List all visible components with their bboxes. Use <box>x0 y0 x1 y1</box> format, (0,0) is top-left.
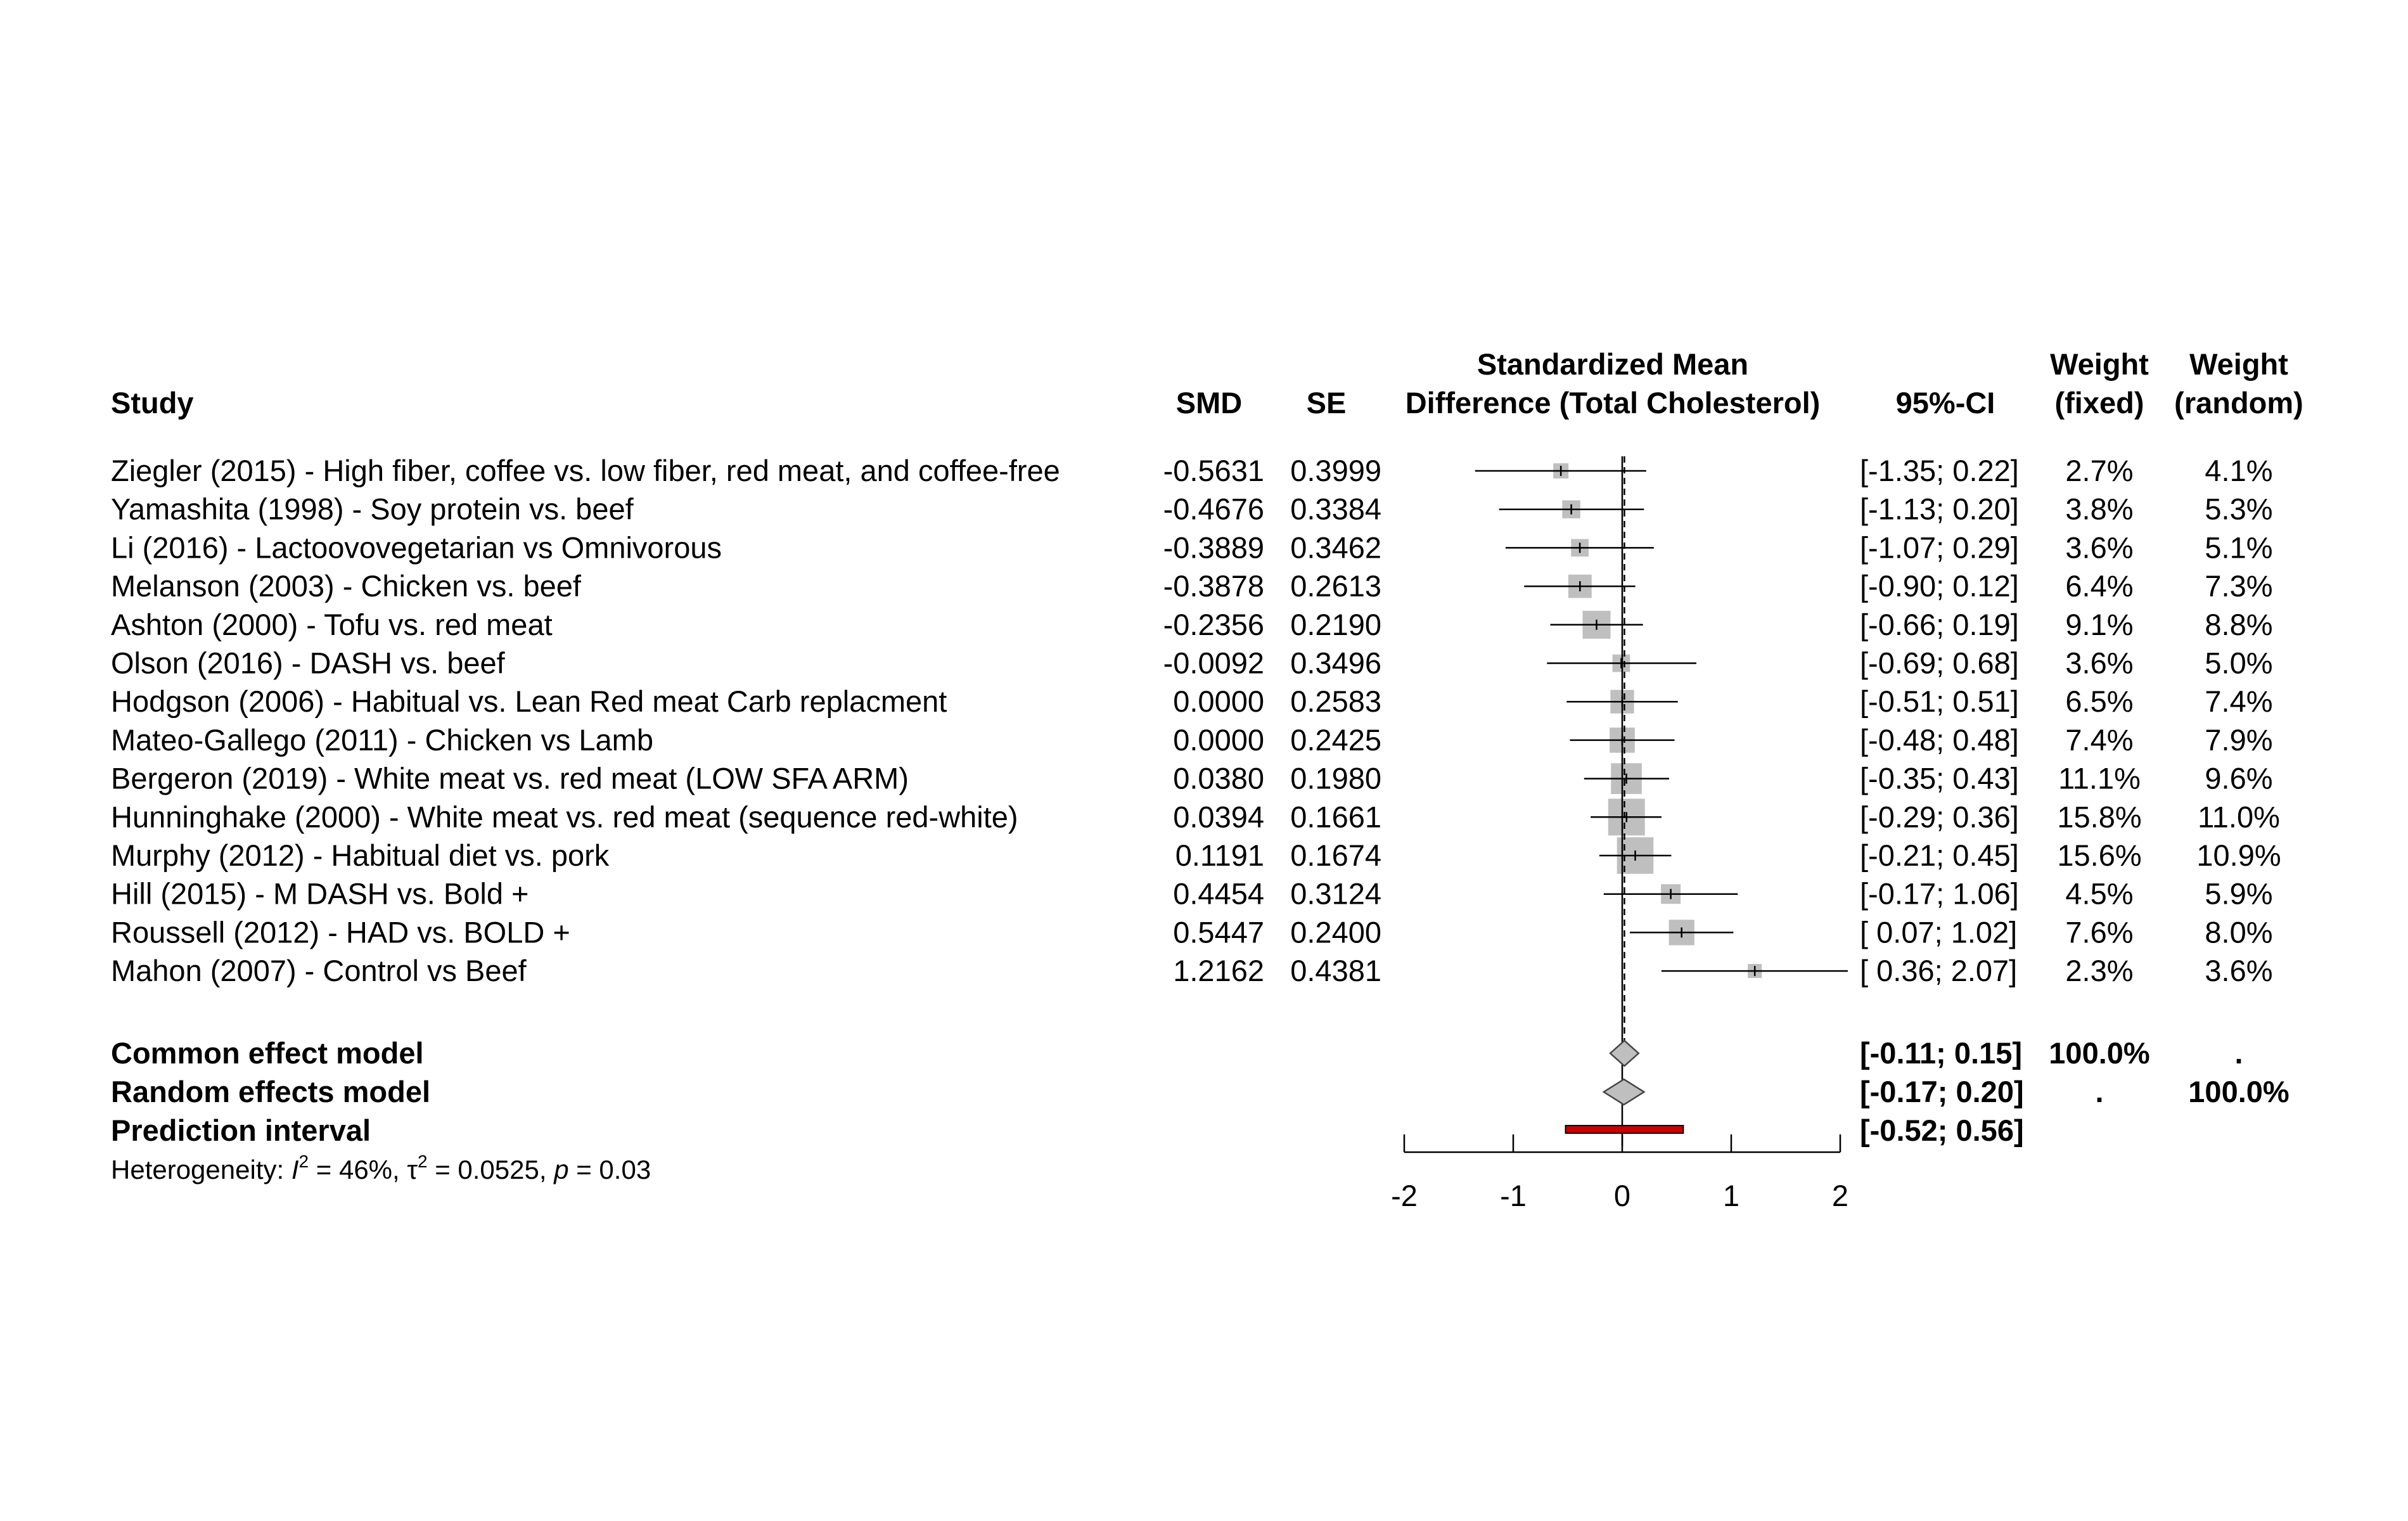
weight-random-value: 3.6% <box>2205 954 2273 988</box>
header-weight-random-line1: Weight <box>2189 347 2288 381</box>
se-value: 0.2583 <box>1290 684 1381 719</box>
common-effect-diamond <box>1610 1041 1639 1066</box>
study-label: Hill (2015) - M DASH vs. Bold + <box>111 876 529 911</box>
header-study: Study <box>111 386 194 420</box>
header-effect-line2: Difference (Total Cholesterol) <box>1405 386 1821 420</box>
random-effects-diamond <box>1604 1079 1644 1105</box>
weight-random-value: 5.1% <box>2205 530 2273 565</box>
se-value: 0.1674 <box>1290 838 1381 872</box>
study-label: Yamashita (1998) - Soy protein vs. beef <box>111 492 634 526</box>
ci-value: [-1.07; 0.29] <box>1860 530 2019 565</box>
random-effects-weight-random: 100.0% <box>2188 1075 2290 1108</box>
header-effect-line1: Standardized Mean <box>1476 347 1749 381</box>
study-label: Roussell (2012) - HAD vs. BOLD + <box>111 915 570 949</box>
common-effect-weight-fixed: 100.0% <box>2049 1036 2150 1070</box>
weight-random-value: 7.4% <box>2205 684 2273 719</box>
heterogeneity-text: Heterogeneity: $I^2 = 46\%$, $\tau^2 = 0.0525$, p = 0.03 <box>111 1152 651 1184</box>
prediction-interval-label: Prediction interval <box>111 1113 371 1147</box>
header-smd: SMD <box>1175 386 1243 420</box>
se-value: 0.4381 <box>1290 954 1381 988</box>
weight-fixed-value: 11.1% <box>2058 761 2141 795</box>
x-axis <box>1391 1134 1848 1212</box>
study-label: Melanson (2003) - Chicken vs. beef <box>111 569 581 603</box>
study-label: Olson (2016) - DASH vs. beef <box>111 646 505 680</box>
smd-value: 0.0380 <box>1173 761 1264 795</box>
weight-random-value: 4.1% <box>2205 454 2273 487</box>
plot-marks <box>1475 456 1848 1146</box>
x-tick-label: -2 <box>1391 1179 1418 1212</box>
study-label: Mahon (2007) - Control vs Beef <box>111 954 527 988</box>
weight-fixed-value: 6.4% <box>2065 569 2134 603</box>
header-se: SE <box>1306 386 1347 420</box>
weight-fixed-value: 9.1% <box>2065 607 2134 641</box>
weight-fixed-value: 3.8% <box>2065 492 2134 526</box>
weight-random-value: 7.3% <box>2205 569 2273 603</box>
smd-value: -0.4676 <box>1163 492 1264 526</box>
common-effect-label: Common effect model <box>111 1036 424 1070</box>
ci-value: [-0.90; 0.12] <box>1860 569 2019 603</box>
smd-value: 0.4454 <box>1173 876 1264 911</box>
x-tick-label: 1 <box>1722 1179 1740 1212</box>
se-value: 0.2425 <box>1290 722 1381 757</box>
ci-value: [-0.69; 0.68] <box>1860 646 2019 680</box>
weight-fixed-value: 4.5% <box>2065 876 2134 911</box>
common-effect-ci: [-0.11; 0.15] <box>1860 1036 2023 1070</box>
smd-value: -0.2356 <box>1163 607 1264 641</box>
se-value: 0.3384 <box>1290 492 1381 526</box>
ci-value: [-0.66; 0.19] <box>1860 607 2019 641</box>
ci-value: [-0.35; 0.43] <box>1860 761 2019 795</box>
ci-value: [-0.29; 0.36] <box>1860 800 2019 834</box>
x-tick-label: -1 <box>1500 1179 1527 1212</box>
x-tick-label: 0 <box>1613 1179 1631 1212</box>
summary-rows <box>111 1036 2290 1184</box>
x-tick-label: 2 <box>1831 1179 1849 1212</box>
weight-random-value: 9.6% <box>2205 761 2273 795</box>
ci-value: [ 0.36; 2.07] <box>1860 954 2018 988</box>
smd-value: 0.0394 <box>1173 800 1264 834</box>
random-effects-ci: [-0.17; 0.20] <box>1860 1075 2024 1108</box>
header-weight-fixed-line1: Weight <box>2050 347 2149 381</box>
weight-random-value: 10.9% <box>2196 838 2281 872</box>
weight-fixed-value: 15.8% <box>2057 800 2142 834</box>
se-value: 0.3999 <box>1290 454 1381 487</box>
smd-value: -0.0092 <box>1163 646 1264 680</box>
se-value: 0.1661 <box>1290 800 1381 834</box>
ci-value: [ 0.07; 1.02] <box>1860 915 2018 949</box>
study-label: Murphy (2012) - Habitual diet vs. pork <box>111 838 610 872</box>
ci-value: [-1.35; 0.22] <box>1860 454 2019 487</box>
prediction-interval-bar <box>1566 1126 1684 1133</box>
weight-fixed-value: 3.6% <box>2065 646 2134 680</box>
study-label: Hunninghake (2000) - White meat vs. red meat (sequence red-white) <box>111 800 1018 834</box>
header-ci: 95%-CI <box>1895 386 1995 420</box>
study-label: Ziegler (2015) - High fiber, coffee vs. low fiber, red meat, and coffee-free <box>111 454 1060 487</box>
se-value: 0.3462 <box>1290 530 1381 565</box>
ci-value: [-0.21; 0.45] <box>1860 838 2019 872</box>
study-label: Bergeron (2019) - White meat vs. red meat (LOW SFA ARM) <box>111 761 909 795</box>
se-value: 0.2190 <box>1290 607 1381 641</box>
ci-value: [-0.51; 0.51] <box>1860 684 2019 719</box>
weight-fixed-value: 6.5% <box>2065 684 2134 719</box>
study-label: Li (2016) - Lactoovovegetarian vs Omnivorous <box>111 530 722 565</box>
se-value: 0.2613 <box>1290 569 1381 603</box>
se-value: 0.3496 <box>1290 646 1381 680</box>
weight-random-value: 5.0% <box>2205 646 2273 680</box>
smd-value: -0.3889 <box>1163 530 1264 565</box>
study-label: Hodgson (2006) - Habitual vs. Lean Red meat Carb replacment <box>111 684 947 719</box>
weight-fixed-value: 15.6% <box>2057 838 2142 872</box>
weight-random-value: 8.8% <box>2205 607 2273 641</box>
prediction-interval-ci: [-0.52; 0.56] <box>1860 1113 2024 1147</box>
study-rows <box>111 454 2281 987</box>
ci-value: [-1.13; 0.20] <box>1860 492 2019 526</box>
study-label: Ashton (2000) - Tofu vs. red meat <box>111 607 553 641</box>
random-effects-label: Random effects model <box>111 1075 431 1108</box>
smd-value: 0.1191 <box>1175 838 1264 872</box>
weight-fixed-value: 3.6% <box>2065 530 2134 565</box>
smd-value: -0.3878 <box>1163 569 1264 603</box>
ci-value: [-0.48; 0.48] <box>1860 722 2019 757</box>
weight-random-value: 7.9% <box>2205 722 2273 757</box>
random-effects-weight-fixed: . <box>2095 1075 2104 1108</box>
smd-value: 0.5447 <box>1173 915 1264 949</box>
weight-random-value: 11.0% <box>2198 800 2280 834</box>
ci-value: [-0.17; 1.06] <box>1860 876 2019 911</box>
se-value: 0.3124 <box>1290 876 1381 911</box>
weight-fixed-value: 2.3% <box>2065 954 2134 988</box>
header-weight-fixed-line2: (fixed) <box>2054 386 2144 420</box>
se-value: 0.1980 <box>1290 761 1381 795</box>
smd-value: 0.0000 <box>1173 684 1264 719</box>
column-headers <box>111 347 2303 420</box>
weight-fixed-value: 7.4% <box>2065 722 2134 757</box>
smd-value: 0.0000 <box>1173 722 1264 757</box>
weight-fixed-value: 2.7% <box>2065 454 2134 487</box>
study-label: Mateo-Gallego (2011) - Chicken vs Lamb <box>111 722 653 757</box>
se-value: 0.2400 <box>1290 915 1381 949</box>
weight-fixed-value: 7.6% <box>2065 915 2134 949</box>
weight-random-value: 5.3% <box>2205 492 2273 526</box>
header-weight-random-line2: (random) <box>2174 386 2303 420</box>
weight-random-value: 8.0% <box>2205 915 2273 949</box>
smd-value: 1.2162 <box>1173 954 1264 988</box>
weight-random-value: 5.9% <box>2205 876 2273 911</box>
smd-value: -0.5631 <box>1163 454 1264 487</box>
common-effect-weight-random: . <box>2234 1036 2243 1070</box>
